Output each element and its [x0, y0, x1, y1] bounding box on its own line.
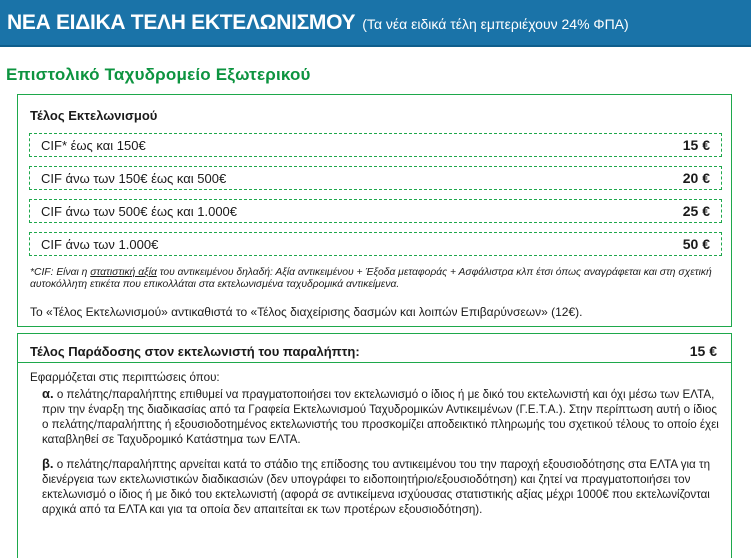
- case-item: [42, 456, 722, 517]
- replacement-note: Το «Τέλος Εκτελωνισμού» αντικαθιστά το «Τέλος διαχείρισης δασμών και λοιπών Επιβαρύνσεων» (12€).: [30, 305, 583, 319]
- case-item: [42, 386, 722, 447]
- case-letter: β.: [42, 456, 54, 471]
- fee-row-label: CIF άνω των 1.000€: [41, 237, 159, 252]
- delivery-fee-value: 15 €: [689, 343, 717, 359]
- header-banner: [0, 0, 751, 47]
- case-text: ο πελάτης/παραλήπτης επιθυμεί να πραγματοποιήσει τον εκτελωνισμό ο ίδιος ή με δικό του εκτελωνιστή και όχι μέσω των ΕΛΤΑ, πριν την έναρξη της διαδικασίας από τα Γραφεία Εκτελωνισμού Ταχυδρομικών Αντικειμένων (Γ.Ε.Τ.Α.). Στην περίπτωση αυτή ο ίδιος ο πελάτης/παραλήπτης ή εξουσιοδοτημένος εκτελωνιστής του προσκομίζει αποδεικτικό πληρωμής του σχετικού τέλους το οποίο έχει καταβληθεί σε Ταχυδρομικό Κατάστημα των ΕΛΤΑ.: [42, 388, 719, 446]
- fee-row: [29, 166, 722, 190]
- delivery-fee-intro: Εφαρμόζεται στις περιπτώσεις όπου:: [30, 371, 220, 384]
- footnote-prefix: *CIF: Είναι η: [30, 267, 91, 278]
- statistical-value-link: στατιστική αξία: [90, 267, 157, 278]
- banner-subtitle: (Τα νέα ειδικά τέλη εμπεριέχουν 24% ΦΠΑ): [362, 16, 629, 32]
- fee-row-value: 20 €: [682, 170, 710, 186]
- fee-row-value: 15 €: [682, 137, 710, 153]
- fee-row: [29, 133, 722, 157]
- fee-row-value: 25 €: [682, 203, 710, 219]
- case-letter: α.: [42, 386, 54, 401]
- fee-row: [29, 199, 722, 223]
- delivery-fee-box: [17, 333, 732, 558]
- divider: [18, 362, 731, 363]
- section-title: Επιστολικό Ταχυδρομείο Εξωτερικού: [6, 65, 311, 84]
- fee-row-label: CIF* έως και 150€: [41, 138, 146, 153]
- fee-row: [29, 232, 722, 256]
- fee-row-label: CIF άνω των 150€ έως και 500€: [41, 171, 227, 186]
- banner-title: ΝΕΑ ΕΙΔΙΚΑ ΤΕΛΗ ΕΚΤΕΛΩΝΙΣΜΟΥ: [7, 10, 356, 34]
- customs-fee-box: [17, 94, 732, 327]
- case-text: ο πελάτης/παραλήπτης αρνείται κατά το στάδιο της επίδοσης του αντικειμένου του την παροχή εξουσιοδότησης στα ΕΛΤΑ για τη διενέργεια των εκτελωνιστικών διαδικασιών (δεν υπογράφει το ειδοποιητήριο/εξουσιοδότηση) και ζητεί να πραγματοποιήσει τον εκτελωνισμό ο ίδιος ή με δικό του εκτελωνιστή (αφορά σε αντικείμενα ισχύουσας στατιστικής αξίας μέχρι 1000€ που εκτελωνίζονται αρχικά από τα ΕΛΤΑ και για τα οποία δεν απαιτείται εκ των προτέρων εξουσιοδότηση).: [42, 458, 711, 516]
- customs-fee-heading: Τέλος Εκτελωνισμού: [30, 108, 158, 123]
- fee-row-label: CIF άνω των 500€ έως και 1.000€: [41, 204, 238, 219]
- footnote-text: του αντικειμένου δηλαδή: Αξία αντικειμένου + Έξοδα μεταφοράς + Ασφάλιστρα κλπ έτσι όπως αναγράφεται και στη σχετική αυτοκόλλητη ετικέτα που επικολλάται στα εκτελωνισμένα ταχυδρομικά αντικείμενα.: [30, 267, 712, 290]
- delivery-fee-heading: Τέλος Παράδοσης στον εκτελωνιστή του παραλήπτη:: [30, 344, 360, 359]
- cif-footnote: [30, 267, 720, 291]
- fee-row-value: 50 €: [682, 236, 710, 252]
